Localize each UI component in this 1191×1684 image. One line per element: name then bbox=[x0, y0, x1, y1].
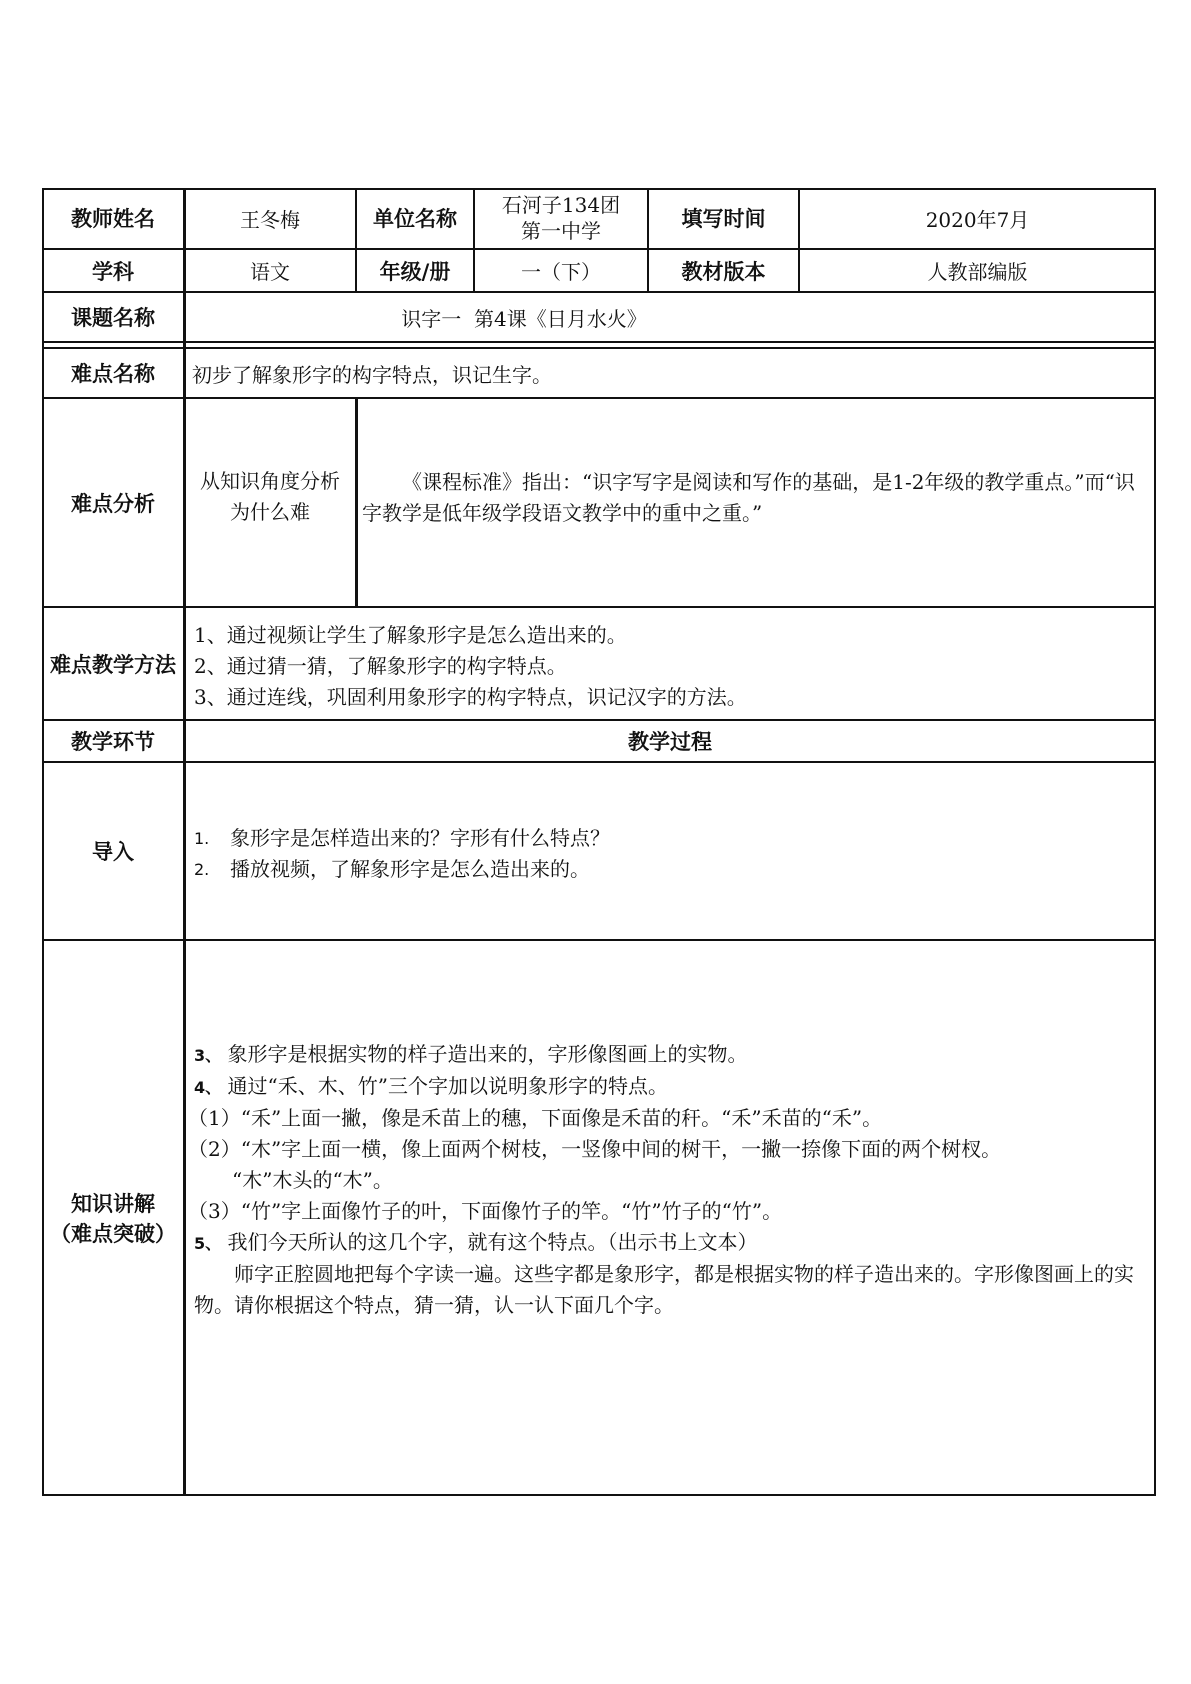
knowledge-label-line2: （难点突破） bbox=[50, 1221, 176, 1246]
methods-label: 难点教学方法 bbox=[50, 652, 176, 677]
knowledge-body bbox=[188, 941, 1150, 1496]
date-label: 填写时间 bbox=[681, 207, 766, 231]
difficulty-value: 初步了解象形字的构字特点，识记生字。 bbox=[192, 362, 552, 387]
methods-list bbox=[194, 608, 1144, 719]
row-topic bbox=[42, 291, 1156, 343]
intro-item-num: 1. bbox=[194, 829, 210, 848]
analysis-text: 《课程标准》指出：“识字写字是阅读和写作的基础，是1-2年级的教学重点。”而“识字教学是低年级学段语文教学中的重中之重。” bbox=[362, 470, 1135, 525]
knowledge-point-3 bbox=[194, 1039, 1150, 1071]
row-methods bbox=[42, 606, 1156, 719]
knowledge-point-4 bbox=[194, 1071, 1150, 1103]
intro-item bbox=[194, 823, 1144, 854]
intro-item-text: 象形字是怎样造出来的？字形有什么特点？ bbox=[230, 826, 610, 850]
point-number: 4、 bbox=[194, 1078, 222, 1097]
analysis-sublabel: 从知识角度分析为什么难 bbox=[200, 468, 340, 524]
intro-label: 导入 bbox=[92, 840, 134, 864]
difficulty-label: 难点名称 bbox=[71, 362, 155, 386]
intro-item bbox=[194, 854, 1144, 885]
point-text: 象形字是根据实物的样子造出来的，字形像图画上的实物。 bbox=[227, 1042, 748, 1066]
divider-col-4 bbox=[647, 188, 649, 291]
knowledge-point-5 bbox=[194, 1227, 1150, 1259]
point-text: 通过“禾、木、竹”三个字加以说明象形字的特点。 bbox=[227, 1074, 668, 1098]
knowledge-sub-3: （3）“竹”字上面像竹子的叶，下面像竹子的竿。“竹”竹子的“竹”。 bbox=[188, 1199, 783, 1223]
row-analysis bbox=[42, 397, 1156, 606]
divider-col-3 bbox=[473, 188, 475, 291]
point-text: 我们今天所认的这几个字，就有这个特点。（出示书上文本） bbox=[227, 1230, 758, 1254]
knowledge-closing: 师字正腔圆地把每个字读一遍。这些字都是象形字，都是根据实物的样子造出来的。字形像图画上的实物。请你根据这个特点，猜一猜，认一认下面几个字。 bbox=[194, 1262, 1134, 1317]
grade-value: 一（下） bbox=[521, 260, 601, 284]
row-intro bbox=[42, 761, 1156, 939]
divider-label-column bbox=[183, 188, 186, 1496]
process-header: 教学过程 bbox=[628, 730, 712, 754]
point-number: 5、 bbox=[194, 1234, 222, 1253]
date-value: 2020年7月 bbox=[925, 207, 1030, 232]
method-item: 2、通过猜一猜，了解象形字的构字特点。 bbox=[194, 654, 567, 678]
row-subject bbox=[42, 248, 1156, 291]
stage-header: 教学环节 bbox=[71, 730, 155, 754]
divider-col-5 bbox=[798, 188, 800, 291]
teacher-value: 王冬梅 bbox=[240, 207, 300, 232]
divider-col-2 bbox=[355, 188, 357, 291]
row-knowledge bbox=[42, 939, 1156, 1496]
analysis-label: 难点分析 bbox=[71, 491, 155, 516]
point-number: 3、 bbox=[194, 1046, 222, 1065]
intro-item-text: 播放视频，了解象形字是怎么造出来的。 bbox=[230, 857, 590, 881]
knowledge-label bbox=[42, 941, 184, 1496]
knowledge-label-line1: 知识讲解 bbox=[71, 1191, 155, 1216]
subject-value: 语文 bbox=[250, 260, 290, 284]
intro-list bbox=[194, 763, 1144, 939]
subject-label: 学科 bbox=[92, 259, 134, 284]
row-process-header bbox=[42, 719, 1156, 761]
teacher-label: 教师姓名 bbox=[71, 207, 155, 231]
method-item: 1、通过视频让学生了解象形字是怎么造出来的。 bbox=[194, 623, 627, 647]
edition-label: 教材版本 bbox=[681, 259, 766, 284]
unit-value: 石河子134团第一中学 bbox=[501, 193, 621, 243]
divider-analysis bbox=[355, 397, 358, 606]
topic-value: 识字一 第4课《日月水火》 bbox=[401, 306, 647, 331]
edition-value: 人教部编版 bbox=[927, 260, 1028, 284]
knowledge-sub-2b: “木”木头的“木”。 bbox=[232, 1168, 393, 1192]
knowledge-sub-1: （1）“禾”上面一撇，像是禾苗上的穗，下面像是禾苗的秆。“禾”禾苗的“禾”。 bbox=[188, 1106, 883, 1130]
intro-item-num: 2. bbox=[194, 860, 210, 879]
grade-label: 年级/册 bbox=[379, 259, 451, 284]
method-item: 3、通过连线，巩固利用象形字的构字特点，识记汉字的方法。 bbox=[194, 685, 747, 709]
row-teacher bbox=[42, 188, 1156, 248]
unit-label: 单位名称 bbox=[373, 207, 457, 231]
lesson-plan-table bbox=[42, 188, 1156, 1496]
knowledge-sub-2: （2）“木”字上面一横，像上面两个树枝，一竖像中间的树干，一撇一捺像下面的两个树杈。 bbox=[188, 1137, 1002, 1161]
topic-label: 课题名称 bbox=[71, 306, 155, 330]
